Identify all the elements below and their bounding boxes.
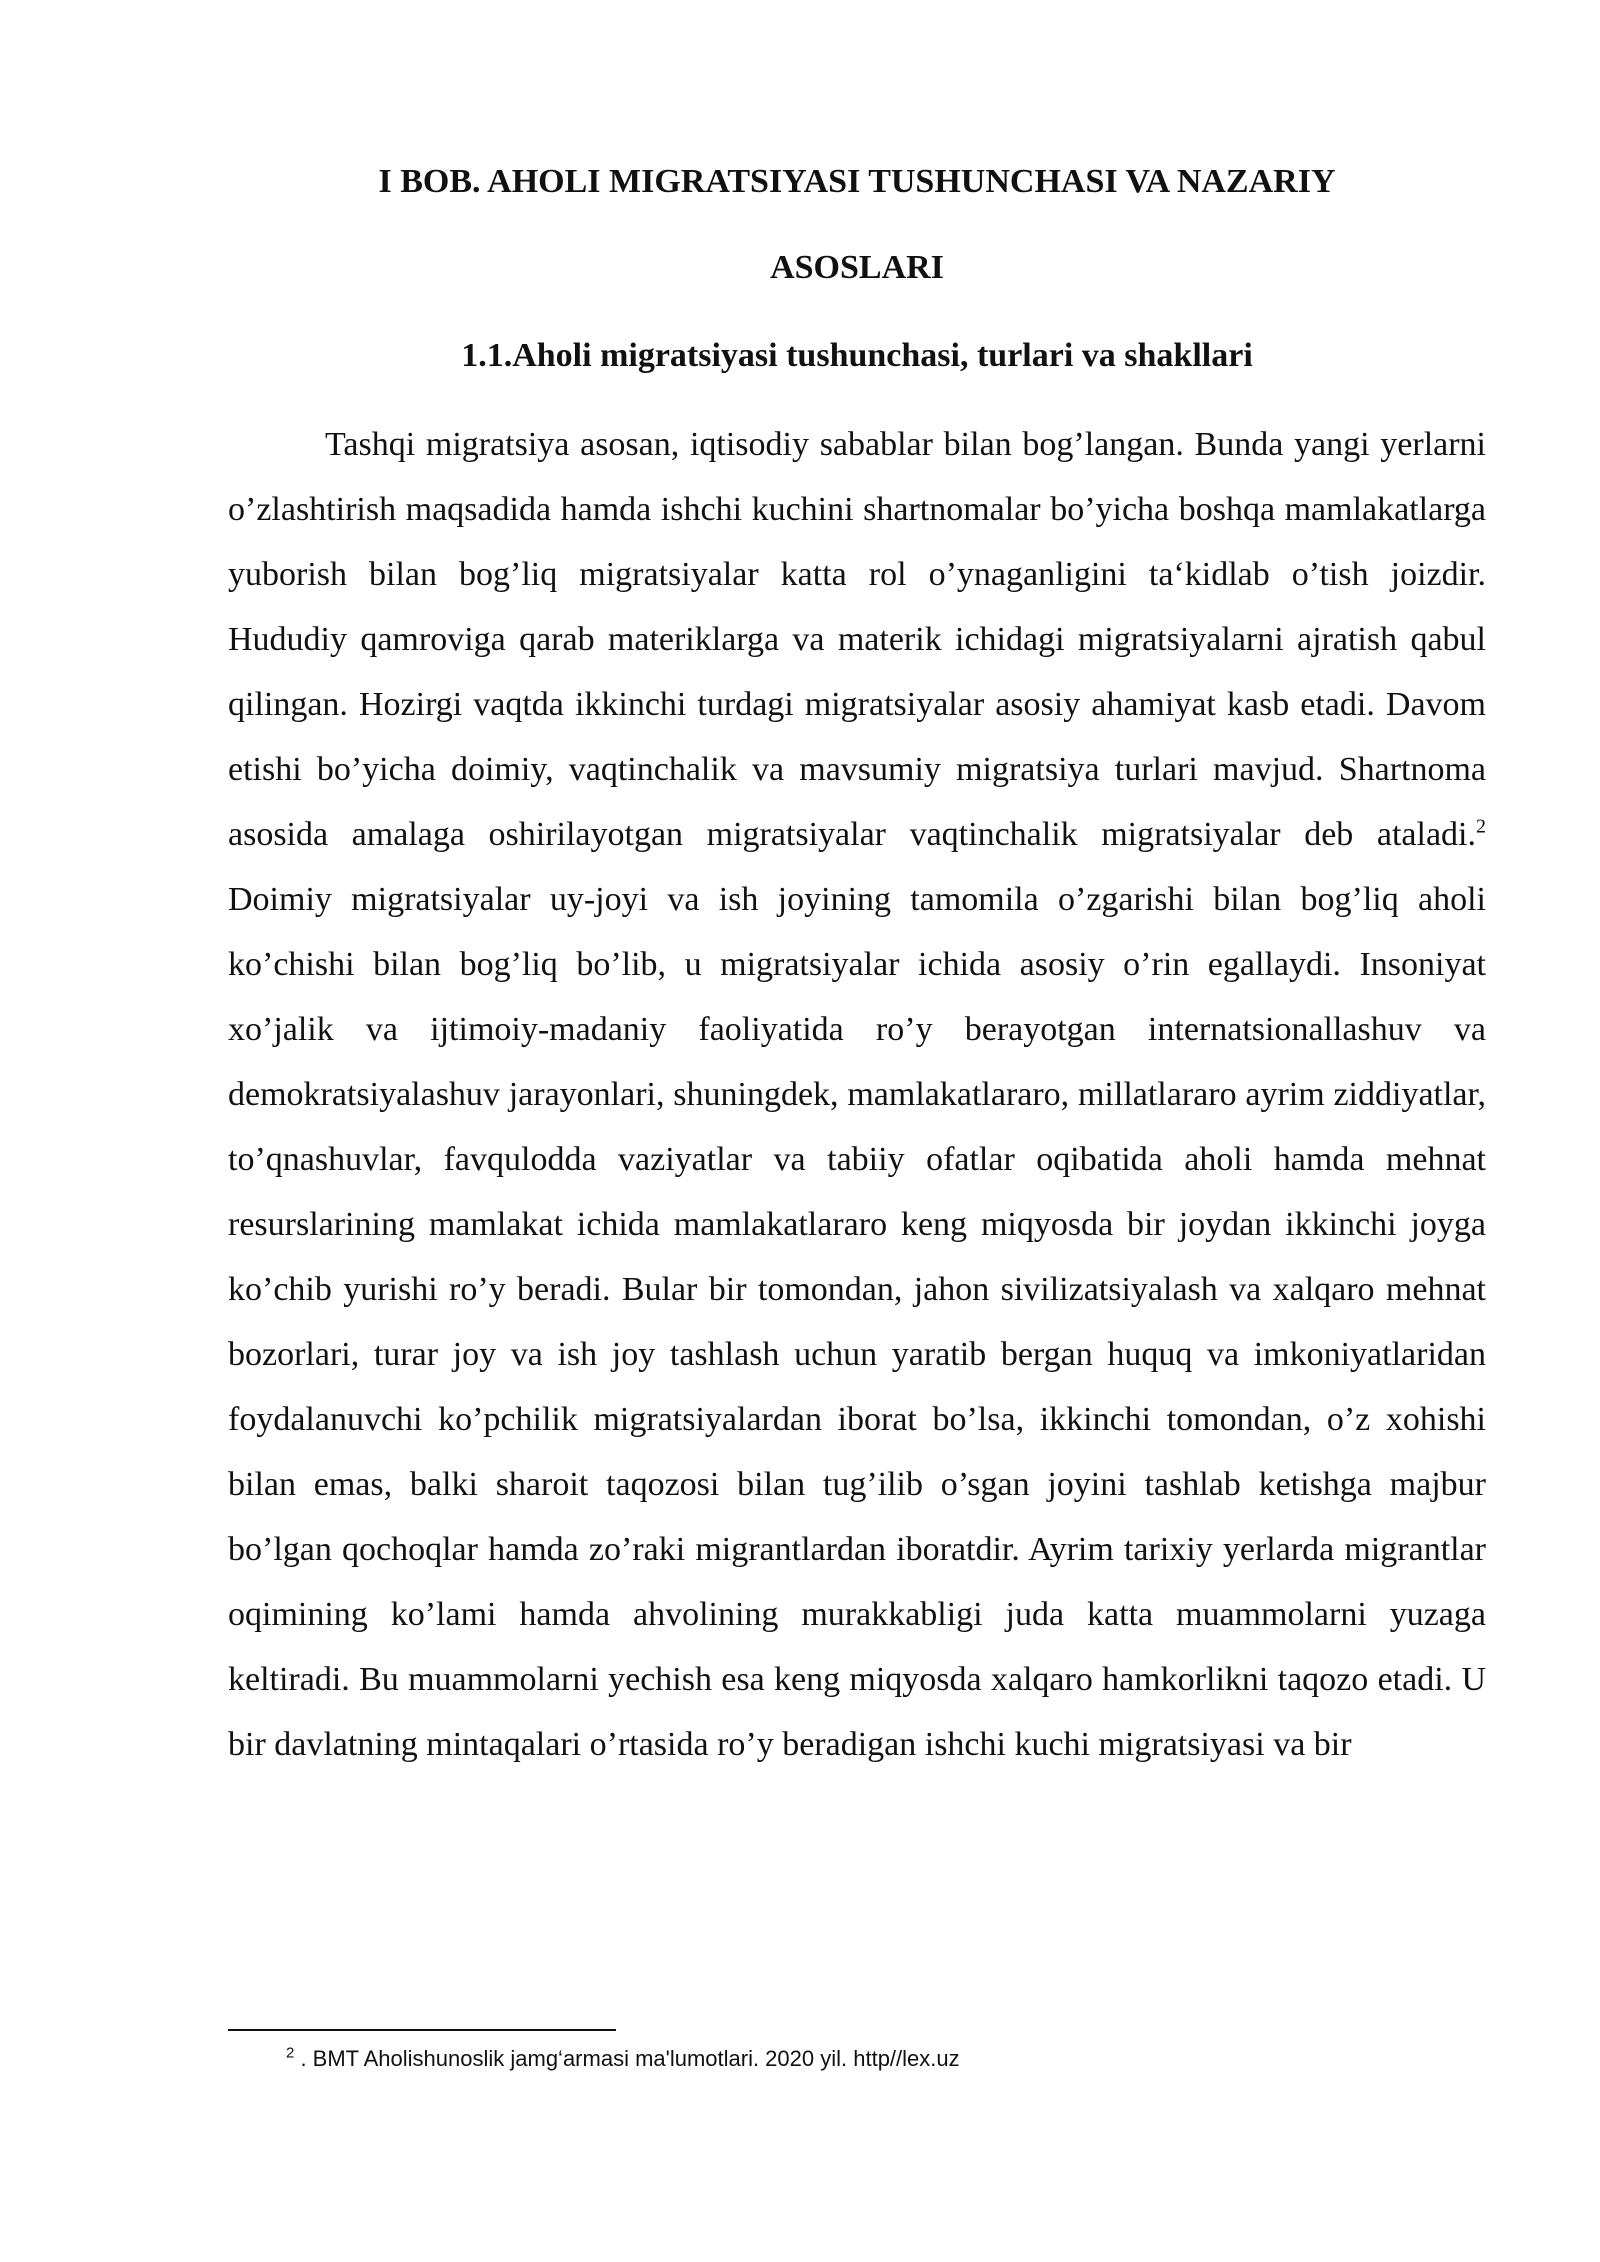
chapter-title: I BOB. AHOLI MIGRATSIYASI TUSHUNCHASI VA NAZARIY: [378, 163, 1336, 200]
footnote-text: . BMT Aholishunoslik jamg‘armasi ma'lumotlari. 2020 yil. http//lex.uz: [294, 2046, 960, 2071]
footnote-reference[interactable]: 2: [1476, 815, 1486, 838]
paragraph-text-part1: Tashqi migratsiya asosan, iqtisodiy sabablar bilan bog’langan. Bunda yangi yerlarni o’zlashtirish maqsadida hamda ishchi kuchini shartnomalar bo’yicha boshqa mamlakatlarga yuborish bilan bog’liq migratsiyalar katta rol o’ynaganligini ta‘kidlab o’tish joizdir. Hududiy qamroviga qarab materiklarga va materik ichidagi migratsiyalarni ajratish qabul qilingan. Hozirgi vaqtda ikkinchi turdagi migratsiyalar asosiy ahamiyat kasb etadi. Davom etishi bo’yicha doimiy, vaqtinchalik va mavsumiy migratsiya turlari mavjud. Shartnoma asosida amalaga oshirilayotgan migratsiyalar vaqtinchalik migratsiyalar deb ataladi.: [228, 426, 1486, 853]
footnote-separator: [228, 2029, 616, 2031]
section-title: 1.1.Aholi migratsiyasi tushunchasi, turlari va shakllari: [461, 337, 1253, 374]
body-paragraph: [228, 412, 1486, 1777]
chapter-title-continuation: ASOSLARI: [770, 249, 944, 286]
footnote-number: 2: [286, 2044, 295, 2062]
footnote: [286, 2044, 960, 2074]
paragraph-text-part2: Doimiy migratsiyalar uy-joyi va ish joyining tamomila o’zgarishi bilan bog’liq aholi ko’chishi bilan bog’liq bo’lib, u migratsiyalar ichida asosiy o’rin egallaydi. Insoniyat xo’jalik va ijtimoiy-madaniy faoliyatida ro’y berayotgan internatsionallashuv va demokratsiyalashuv jarayonlari, shuningdek, mamlakatlararo, millatlararo ayrim ziddiyatlar, to’qnashuvlar, favqulodda vaziyatlar va tabiiy ofatlar oqibatida aholi hamda mehnat resurslarining mamlakat ichida mamlakatlararo keng miqyosda bir joydan ikkinchi joyga ko’chib yurishi ro’y beradi. Bular bir tomondan, jahon sivilizatsiyalash va xalqaro mehnat bozorlari, turar joy va ish joy tashlash uchun yaratib bergan huquq va imkoniyatlaridan foydalanuvchi ko’pchilik migratsiyalardan iborat bo’lsa, ikkinchi tomondan, o’z xohishi bilan emas, balki sharoit taqozosi bilan tug’ilib o’sgan joyini tashlab ketishga majbur bo’lgan qochoqlar hamda zo’raki migrantlardan iboratdir. Ayrim tarixiy yerlarda migrantlar oqimining ko’lami hamda ahvolining murakkabligi juda katta muammolarni yuzaga keltiradi. Bu muammolarni yechish esa keng miqyosda xalqaro hamkorlikni taqozo etadi. U bir davlatning mintaqalari o’rtasida ro’y beradigan ishchi kuchi migratsiyasi va bir: [228, 881, 1486, 1763]
